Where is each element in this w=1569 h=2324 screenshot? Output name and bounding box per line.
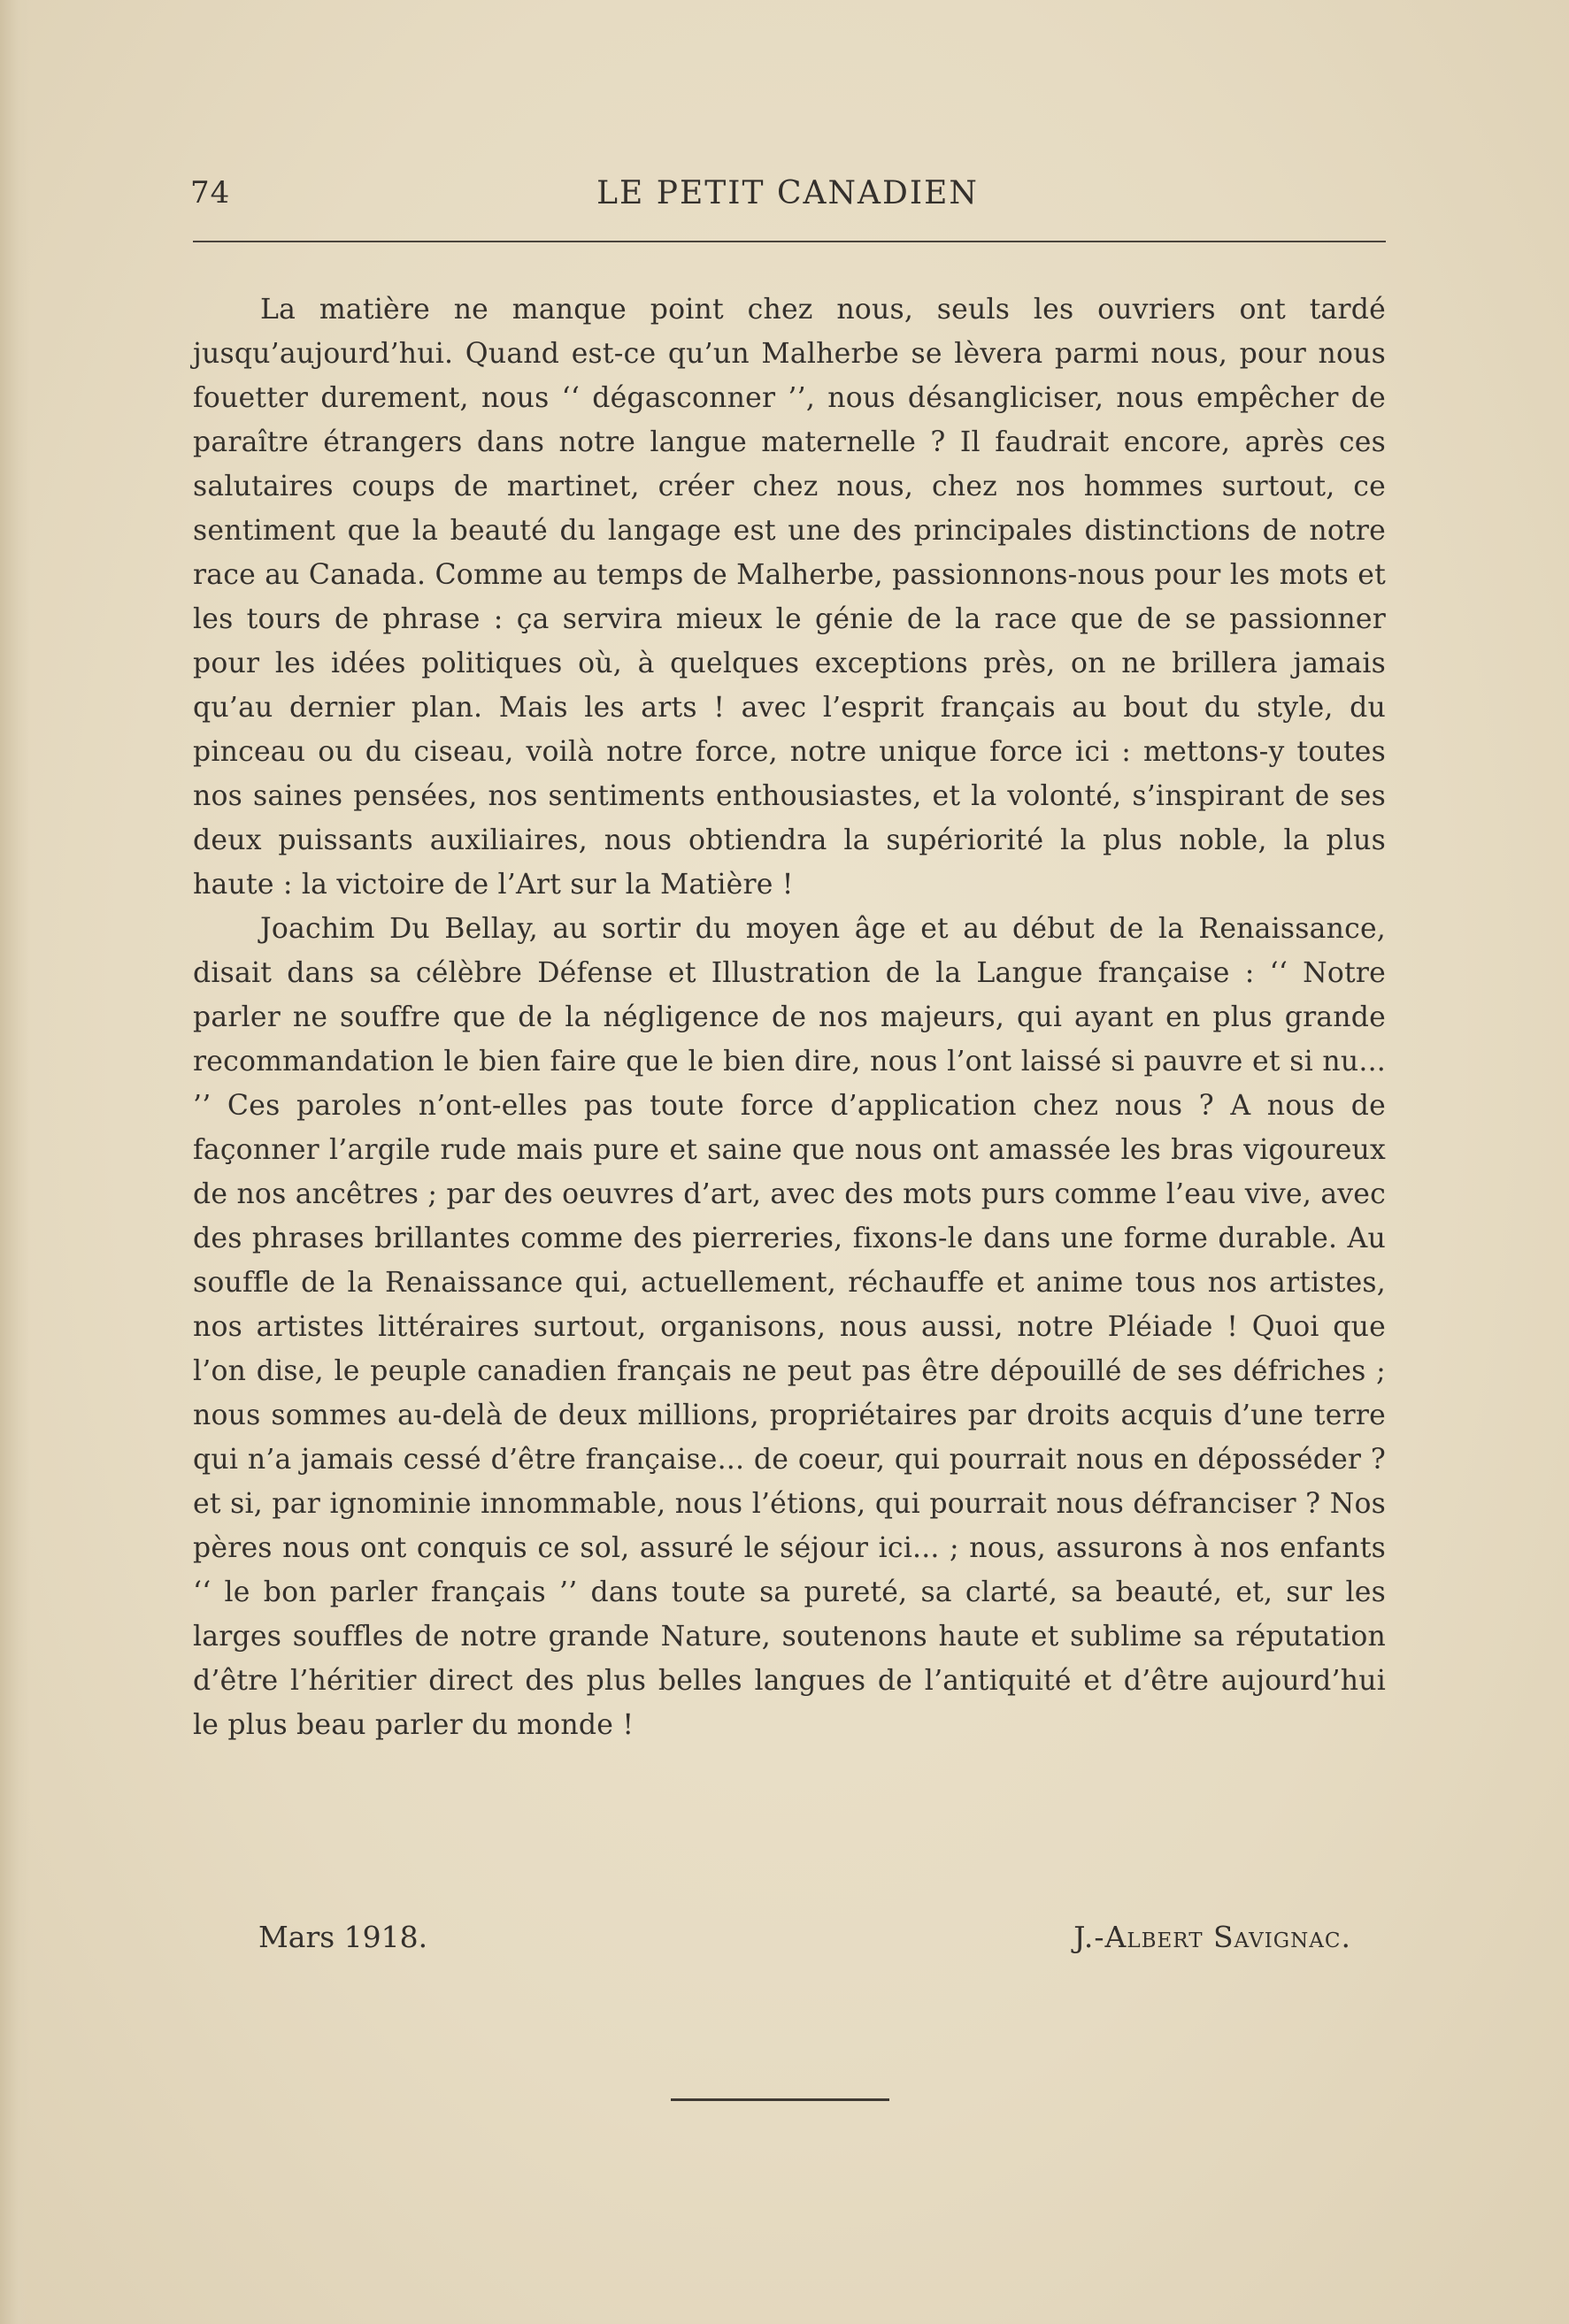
signature-author: J.-Albert Savignac. — [1073, 1920, 1351, 1954]
signature-date: Mars 1918. — [258, 1920, 428, 1954]
paragraph-2: Joachim Du Bellay, au sortir du moyen âge et au début de la Renaissance, disait dans sa célèbre Défense et Illustration de la Langue française : ‘‘ Notre parler ne souffre que de la négligence de nos majeurs, qui ayant en plus grande recommandation le bien faire que le bien dire, nous l’ont laissé si pauvre et si nu... ’’ Ces paroles n’ont-elles pas toute force d’application chez nous ? A nous de façonner l’argile rude mais pure et saine que nous ont amassée les bras vigoureux de nos ancêtres ; par des oeuvres d’art, avec des mots purs comme l’eau vive, avec des phrases brillantes comme des pierreries, fixons-le dans une forme durable. Au souffle de la Renaissance qui, actuellement, réchauffe et anime tous nos artistes, nos artistes littéraires surtout, organisons, nous aussi, notre Pléiade ! Quoi que l’on dise, le peuple canadien français ne peut pas être dépouillé de ses défriches ; nous sommes au-delà de deux millions, propriétaires par droits acquis d’une terre qui n’a jamais cessé d’être française... de coeur, qui pourrait nous en déposséder ? et si, par ignominie innommable, nous l’étions, qui pourrait nous défranciser ? Nos pères nous ont conquis ce sol, assuré le séjour ici... ; nous, assurons à nos enfants ‘‘ le bon parler français ’’ dans toute sa pureté, sa clarté, sa beauté, et, sur les larges souffles de notre grande Nature, soutenons haute et sublime sa réputation d’être l’héritier direct des plus belles langues de l’antiquité et d’être aujourd’hui le plus beau parler du monde ! — [193, 913, 1386, 1741]
header-rule — [193, 241, 1386, 242]
running-title: LE PETIT CANADIEN — [596, 175, 979, 211]
paragraph-1: La matière ne manque point chez nous, seuls les ouvriers ont tardé jusqu’aujourd’hui. Quand est-ce qu’un Malherbe se lèvera parmi nous, pour nous fouetter durement, nous ‘‘ dégasconner ’’, nous désangliciser, nous empêcher de paraître étrangers dans notre langue maternelle ? Il faudrait encore, après ces salutaires coups de martinet, créer chez nous, chez nos hommes surtout, ce sentiment que la beauté du langage est une des principales distinctions de notre race au Canada. Comme au temps de Malherbe, passionnons-nous pour les mots et les tours de phrase : ça servira mieux le génie de la race que de se passionner pour les idées politiques où, à quelques exceptions près, on ne brillera jamais qu’au dernier plan. Mais les arts ! avec l’esprit français au bout du style, du pinceau ou du ciseau, voilà notre force, notre unique force ici : mettons-y toutes nos saines pensées, nos sentiments enthousiastes, et la volonté, s’inspirant de ses deux puissants auxiliaires, nous obtiendra la supériorité la plus noble, la plus haute : la victoire de l’Art sur la Matière ! — [193, 294, 1386, 901]
page-header — [190, 175, 1385, 228]
page-edge-shadow — [0, 0, 30, 2324]
page-number: 74 — [190, 175, 231, 211]
article-body — [193, 288, 1386, 1747]
end-rule — [671, 2098, 889, 2101]
